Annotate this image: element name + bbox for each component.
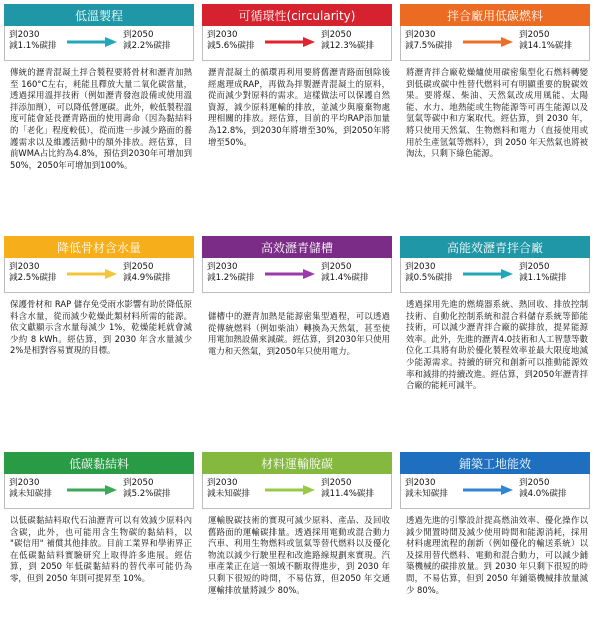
target-2030: 到2030 減1.1%碳排 — [9, 30, 57, 51]
card-3 — [4, 236, 194, 357]
target-2030: 到2030 減1.2%碳排 — [207, 262, 255, 283]
arrow-icon — [67, 485, 117, 495]
card-description: 以低碳黏結料取代石油瀝青可以有效減少原料內含碳，此外，也可能用含生物碳的黏結料，以 "碳信用" 補償其他排放。目前工業界和學術界正在低碳黏結料實驗研究上取得許多進展。經估算，到 2050 年低碳黏結料的替代率可能仍為零，但到 2050 年則可提昇至 10%。 — [10, 515, 192, 583]
reduction-box — [202, 474, 392, 509]
card-title: 高效瀝青儲槽 — [202, 236, 392, 258]
card-title: 高能效瀝青拌合廠 — [400, 236, 590, 258]
target-2030: 到2030 減未知碳排 — [9, 478, 52, 499]
reduction-box — [202, 258, 392, 293]
card-title: 低碳黏結料 — [4, 452, 194, 474]
arrow-icon — [67, 269, 117, 279]
card-description: 保護骨材和 RAP 儲存免受雨水影響有助於降低原料含水量，從而減少乾燥此類材料所需的能源。依文獻顯示含水量每減少 1%，乾燥能耗就會減少約 8 kWh。經估算，到 2030 年含水量減少 2%是相對容易實現的目標。 — [10, 299, 192, 356]
card-5 — [400, 236, 590, 392]
card-description: 透過採用先進的燃燒器系統、熱回收、排放控制技術、自動化控制系統和混合料儲存系統等節能技術，可以減少瀝青拌合廠的碳排放，提昇能源效率。此外，先進的瀝青4.0技術和人工智慧等數位化工具將有助於優化製程效率並最大限度地減少能源需求。持續的研究和創新可以推動能源效率和減排的持續改進。經估算，到2050年瀝青拌合廠的能耗可減半。 — [406, 299, 588, 391]
target-2050: 到2050 減4.0%碳排 — [519, 478, 567, 499]
card-title: 可循環性(circularity) — [202, 4, 392, 26]
target-2030: 到2030 減5.6%碳排 — [207, 30, 255, 51]
reduction-box — [4, 26, 194, 61]
reduction-box — [4, 258, 194, 293]
card-description: 透過先進的引擎設計提高燃油效率、優化操作以減少閒置時間及減少使用時間和能源消耗，採用材料處理流程的創新（例如優化的輸送系統）以及採用替代燃料、電動和混合動力，可以減少鋪築機械的碳排放量。到 2030 年只剩下很短的時間，不易估算，但到 2050 年鋪築機械排放量減少 80%。 — [406, 515, 588, 595]
card-description: 將瀝青拌合廠乾燥爐使用碳密集型化石燃料轉變到低碳或碳中性替代燃料可有明顯重要的脫碳效果。要將煤、柴油、天然氣改成用風能、太陽能、水力、地熱能或生物能源等可再生能源以及氫氣等碳中和方案取代。經估算，到 2030 年，將只使用天然氣、生物燃料和電力（直接使用或用於生產氫氣等燃料），到 2050 年天然氣也將被淘汰，只剩下綠色能源。 — [406, 67, 588, 159]
arrow-icon — [265, 37, 315, 47]
card-title: 拌合廠用低碳燃料 — [400, 4, 590, 26]
card-title: 降低骨材含水量 — [4, 236, 194, 258]
card-8 — [400, 452, 590, 596]
card-2 — [400, 4, 590, 160]
target-2050: 到2050 減2.2%碳排 — [123, 30, 171, 51]
arrow-icon — [265, 269, 315, 279]
arrow-icon — [265, 485, 315, 495]
target-2050: 到2050 減1.4%碳排 — [321, 262, 369, 283]
target-2030: 到2030 減2.5%碳排 — [9, 262, 57, 283]
card-0 — [4, 4, 194, 171]
reduction-box — [4, 474, 194, 509]
arrow-icon — [67, 37, 117, 47]
reduction-box — [400, 258, 590, 293]
reduction-box — [202, 26, 392, 61]
target-2030: 到2030 減0.5%碳排 — [405, 262, 453, 283]
card-title: 鋪築工地能效 — [400, 452, 590, 474]
target-2050: 到2050 減11.4%碳排 — [321, 478, 375, 499]
card-6 — [4, 452, 194, 585]
reduction-box — [400, 26, 590, 61]
target-2030: 到2030 減未知碳排 — [207, 478, 250, 499]
arrow-icon — [463, 485, 513, 495]
card-description: 運輸脫碳技術的實現可減少原料、產品、及回收舊路面的運輸碳排量。透過採用電動或混合動力汽車、利用生物燃料或氫氣等替代燃料以及優化物流以減少行駛里程和改進路線規劃來實現。汽車產業正在這一領域不斷取得進步，到 2030 年只剩下很短的時間，不易估算，但2050 年交通運輸排放量將減少 80%。 — [208, 515, 390, 595]
reduction-box — [400, 474, 590, 509]
card-title: 材料運輸脫碳 — [202, 452, 392, 474]
card-description: 傳統的瀝青混凝土拌合製程要將骨材和瀝青加熱至 160°C左右，耗能且釋放大量二氧化碳當量，透過採用溫拌技術（例如瀝青發泡設備或使用溫拌添加劑），可以降低營運碳。此外，較低製程溫度可能會延長瀝青路面的使用壽命（因為黏結料的「老化」程度較低），從而進一步減少路面的養護需求以及維護活動中的額外排放。經估算，目前WMA占比約為4.8%，預估到2030年可增加到50%，2050年可增加到100%。 — [10, 67, 192, 170]
target-2030: 到2030 減7.5%碳排 — [405, 30, 453, 51]
arrow-icon — [463, 269, 513, 279]
card-title: 低溫製程 — [4, 4, 194, 26]
target-2050: 到2050 減1.1%碳排 — [519, 262, 567, 283]
target-2050: 到2050 減12.3%碳排 — [321, 30, 375, 51]
target-2050: 到2050 減14.1%碳排 — [519, 30, 573, 51]
card-4 — [202, 236, 392, 357]
card-1 — [202, 4, 392, 148]
arrow-icon — [463, 37, 513, 47]
target-2050: 到2050 減5.2%碳排 — [123, 478, 171, 499]
card-description: 儲槽中的瀝青加熱是能源密集型過程，可以透過從傳統燃料（例如柴油）轉換為天然氣，甚至使用電加熱設備來減碳。經估算，到2030年只使用電力和天然氣，到2050年只使用電力。 — [208, 311, 390, 356]
target-2030: 到2030 減未知碳排 — [405, 478, 448, 499]
card-description: 瀝青混凝土的循環再利用要將舊瀝青路面刨除後經處理成RAP，再做為拌製瀝青混凝土的原料，從而減少對原料的需求。這樣做法可以保護自然資源，減少原料運輸的排放，並減少與廢棄物處理相關的排放。經估算，目前的平均RAP添加量為12.8%，到2030年將增至30%，到2050年將增至50%。 — [208, 67, 390, 147]
card-7 — [202, 452, 392, 596]
target-2050: 到2050 減4.9%碳排 — [123, 262, 171, 283]
